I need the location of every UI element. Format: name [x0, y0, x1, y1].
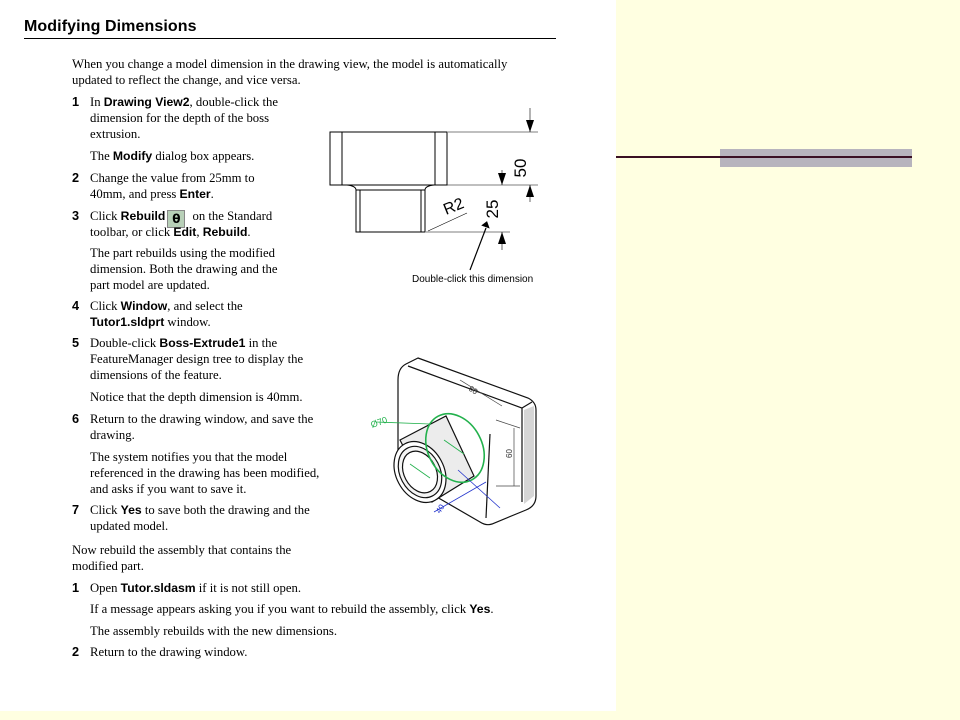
assembly-line-2: modified part.	[72, 559, 144, 573]
step-3-note-1: The part rebuilds using the modified	[90, 246, 275, 260]
title-rule	[24, 38, 556, 39]
slide-margin	[616, 0, 960, 720]
decorative-line	[616, 156, 912, 158]
step-1-line-2: dimension for the depth of the boss	[90, 111, 270, 125]
step-3-line-1: Click Rebuild θ on the Standard	[90, 209, 273, 226]
step-3-line-2: toolbar, or click Edit, Rebuild.	[90, 225, 251, 239]
assembly-step-2: Return to the drawing window.	[90, 645, 248, 659]
isometric-model-figure	[360, 340, 550, 530]
step-7-line-1: Click Yes to save both the drawing and the	[90, 503, 310, 517]
step-1-note: The Modify dialog box appears.	[90, 149, 255, 163]
dimension-25[interactable]: 25	[483, 199, 502, 219]
step-7-line-2: updated model.	[90, 519, 169, 533]
step-6-note-2: referenced in the drawing has been modified,	[90, 466, 320, 480]
step-4-line-2: Tutor1.sldprt window.	[90, 315, 211, 329]
assembly-step-1-note-2: The assembly rebuilds with the new dimensions.	[90, 624, 338, 638]
assembly-line-1: Now rebuild the assembly that contains the	[72, 543, 292, 557]
step-5-line-3: dimensions of the feature.	[90, 368, 222, 382]
step-number: 5	[72, 336, 80, 350]
radius-label: R2	[441, 195, 467, 219]
step-6-line-2: drawing.	[90, 428, 135, 442]
step-4-line-1: Click Window, and select the	[90, 299, 243, 313]
step-number: 4	[72, 299, 80, 313]
step-1-line-1: In Drawing View2, double-click the	[90, 95, 278, 109]
dimension-40[interactable]: 40	[434, 502, 447, 516]
intro-line-2: updated to reflect the change, and vice versa.	[72, 73, 301, 87]
step-2-line-1: Change the value from 25mm to	[90, 171, 255, 185]
step-3-note-2: dimension. Both the drawing and the	[90, 262, 278, 276]
decorative-bar	[720, 149, 912, 167]
step-5-line-1: Double-click Boss-Extrude1 in the	[90, 336, 278, 350]
dim-arrow	[498, 232, 506, 244]
assembly-step-1-note-1: If a message appears asking you if you want to rebuild the assembly, click Yes.	[90, 602, 494, 616]
step-number: 1	[72, 581, 80, 595]
step-2-line-2: 40mm, and press Enter.	[90, 187, 214, 201]
dim-arrow	[526, 185, 534, 197]
dimension-60-right[interactable]: 60	[505, 449, 514, 458]
dim-arrow	[498, 173, 506, 185]
step-1-line-3: extrusion.	[90, 127, 141, 141]
step-6-note-3: and asks if you want to save it.	[90, 482, 247, 496]
callout-label: Double-click this dimension	[412, 274, 534, 285]
boss-outline	[356, 190, 425, 232]
intro-line-1: When you change a model dimension in the drawing view, the model is automatically	[72, 57, 508, 71]
rebuild-icon: θ	[167, 210, 185, 228]
dimension-60-top[interactable]: 60	[466, 384, 480, 397]
step-number: 2	[72, 171, 80, 185]
step-number: 6	[72, 412, 80, 426]
step-3-note-3: part model are updated.	[90, 278, 210, 292]
page-title: Modifying Dimensions	[24, 18, 197, 35]
step-6-note-1: The system notifies you that the model	[90, 450, 288, 464]
dimension-50[interactable]: 50	[511, 158, 530, 178]
step-number: 2	[72, 645, 80, 659]
dim-arrow	[526, 120, 534, 132]
drawing-view-figure	[320, 100, 560, 290]
base-outline	[330, 132, 447, 185]
dimension-diameter[interactable]: Ø70	[369, 414, 389, 430]
step-number: 7	[72, 503, 80, 517]
step-5-line-2: FeatureManager design tree to display the	[90, 352, 304, 366]
assembly-step-1: Open Tutor.sldasm if it is not still open.	[90, 581, 301, 595]
callout-arrow-icon	[481, 220, 492, 229]
step-6-line-1: Return to the drawing window, and save the	[90, 412, 314, 426]
step-5-note: Notice that the depth dimension is 40mm.	[90, 390, 303, 404]
step-number: 1	[72, 95, 80, 109]
step-number: 3	[72, 209, 80, 223]
